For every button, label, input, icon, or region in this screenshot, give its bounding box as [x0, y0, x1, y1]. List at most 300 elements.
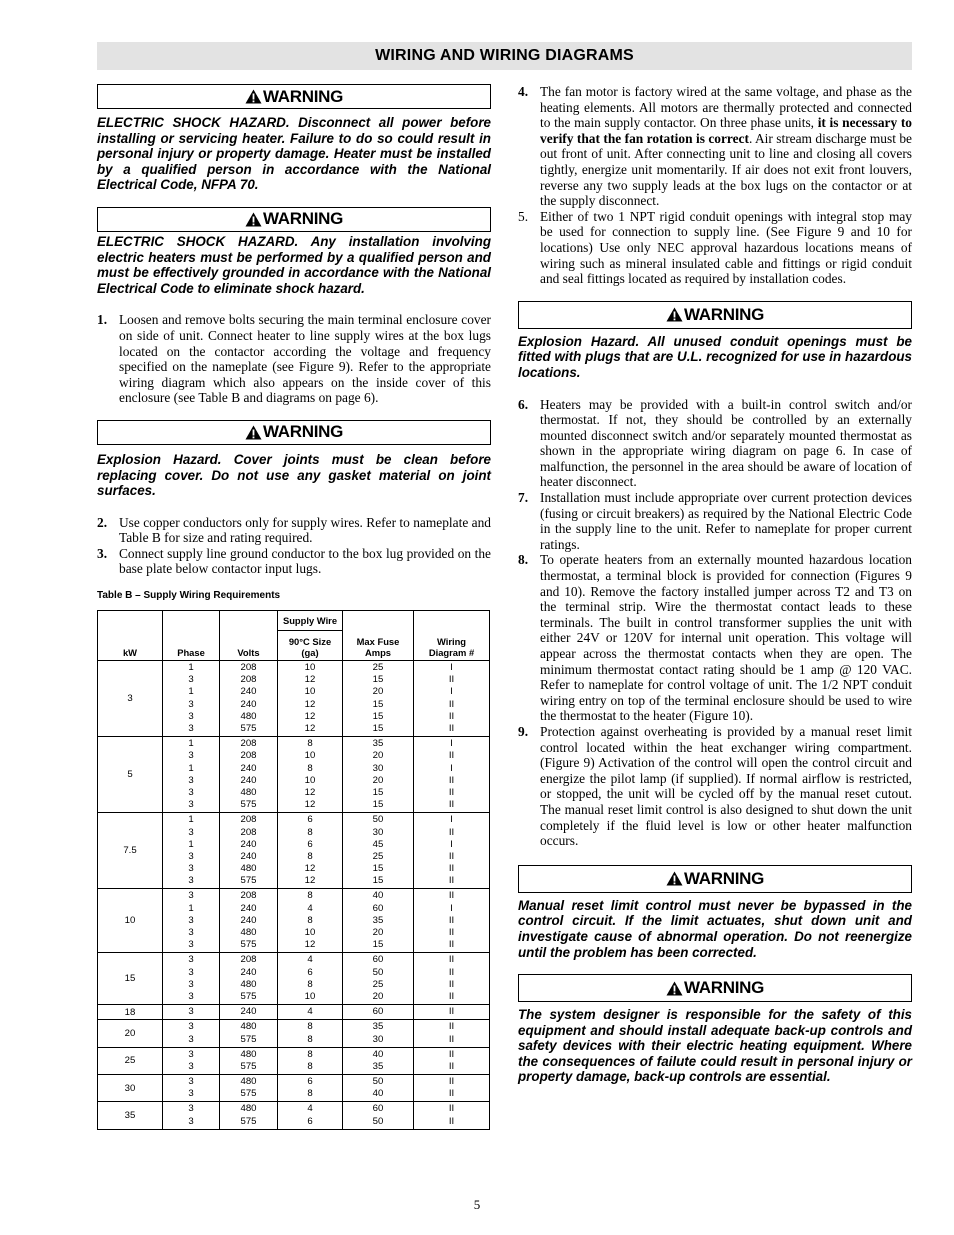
diagram-value: II: [448, 1021, 455, 1033]
warning-box: [97, 207, 491, 232]
list-item-2: [97, 515, 491, 546]
size-value: 10: [304, 662, 316, 674]
size-value: 12: [304, 723, 316, 734]
diagram-cell: [414, 1047, 490, 1074]
table-caption: Table B – Supply Wiring Requirements: [97, 590, 281, 602]
phase-value: 1: [188, 662, 194, 674]
diagram-value: II: [448, 863, 455, 875]
kw-cell: 18: [98, 1005, 163, 1020]
fuse-cell: [343, 889, 414, 953]
item-number: 1.: [97, 312, 108, 328]
warning-box: [518, 974, 912, 1002]
phase-value: 3: [188, 750, 194, 762]
fuse-value: 40: [372, 1088, 384, 1100]
diagram-cell: [414, 889, 490, 953]
kw-cell: 35: [98, 1102, 163, 1129]
size-value: 12: [304, 875, 316, 887]
volts-value: 240: [240, 850, 257, 862]
volts-value: 240: [240, 698, 257, 710]
diagram-value: II: [448, 954, 455, 966]
item-number: 5.: [518, 208, 529, 224]
warning-box: [518, 865, 912, 893]
diagram-cell: [414, 661, 490, 737]
size-value: 6: [307, 966, 313, 978]
diagram-value: II: [448, 786, 455, 798]
warning-label: WARNING: [262, 86, 344, 106]
diagram-value: II: [448, 799, 455, 811]
volts-cell: [220, 737, 278, 813]
diagram-value: II: [448, 750, 455, 762]
volts-value: 480: [240, 1103, 257, 1115]
size-value: 6: [307, 1115, 313, 1127]
fuse-value: 60: [372, 902, 384, 914]
phase-value: 3: [188, 1048, 194, 1060]
phase-cell: [163, 889, 220, 953]
diagram-value: II: [448, 990, 455, 1002]
volts-value: 208: [240, 674, 257, 686]
phase-value: 3: [188, 1021, 194, 1033]
warning-text-system-designer: The system designer is responsible for the safety of this equipment and should install adequate back-up controls and safety devices with their electric heating equipment. Where the consequences of failute could result in personal injury or property damage, back-up controls are essential.: [518, 1007, 912, 1085]
volts-value: 480: [240, 927, 257, 938]
size-cell: [278, 1102, 343, 1129]
section-header-bar: [97, 42, 912, 70]
fuse-value: 35: [372, 738, 384, 750]
header-wire-size: 90°C Size (ga): [278, 631, 343, 661]
fuse-value: 25: [372, 662, 384, 674]
fuse-value: 35: [372, 1021, 384, 1033]
warning-text-shock-disconnect: ELECTRIC SHOCK HAZARD. Disconnect all power before installing or servicing heater. Failure to do so could result in personal injury or property damage. Heater must be installed by a qualified person in accordance with the National Electrical Code, NFPA 70.: [97, 115, 491, 193]
size-value: 12: [304, 786, 316, 798]
kw-cell: 15: [98, 953, 163, 1005]
phase-value: 3: [188, 939, 194, 951]
fuse-cell: [343, 737, 414, 813]
diagram-cell: [414, 1020, 490, 1047]
volts-value: 575: [240, 1088, 257, 1100]
diagram-value: II: [448, 710, 455, 722]
fuse-cell: [343, 1020, 414, 1047]
size-value: 12: [304, 799, 316, 811]
item-text: Either of two 1 NPT rigid conduit openings with integral stop may be used for connection to supply line. (See Figure 9 and 10 for locations) Use only NEC approval hazardous locations means of wiring such as mineral insulated cable and fittings or rigid conduit and seal fittings located as required by installation codes.: [540, 208, 912, 287]
volts-value: 575: [240, 939, 257, 951]
volts-cell: [220, 953, 278, 1005]
phase-value: 1: [188, 814, 194, 826]
item-text: The fan motor is factory wired at the same voltage, and phase as the heating elements. All motors are thermally protected and connected to the main supply contactor. On three phase units,: [540, 84, 912, 131]
item-number: 3.: [97, 545, 108, 561]
item-number: 7.: [518, 490, 529, 506]
diagram-cell: [414, 953, 490, 1005]
size-value: 8: [307, 1021, 313, 1033]
supply-wiring-table: [97, 610, 490, 1130]
phase-value: 3: [188, 1103, 194, 1115]
volts-value: 480: [240, 1048, 257, 1060]
phase-value: 3: [188, 799, 194, 811]
size-value: 10: [304, 686, 316, 698]
volts-cell: [220, 1005, 278, 1020]
diagram-value: I: [450, 838, 453, 850]
phase-value: 3: [188, 674, 194, 686]
fuse-value: 20: [372, 686, 384, 698]
diagram-cell: [414, 737, 490, 813]
warning-text-explosion-conduit: Explosion Hazard. All unused conduit openings must be fitted with plugs that are U.L. recognized for use in hazardous locations.: [518, 333, 912, 380]
size-value: 8: [307, 850, 313, 862]
diagram-value: II: [448, 674, 455, 686]
diagram-value: I: [450, 762, 453, 774]
diagram-value: II: [448, 927, 455, 938]
phase-value: 3: [188, 826, 194, 838]
warning-box: [97, 420, 491, 445]
list-item-7: [518, 490, 912, 552]
size-value: 10: [304, 990, 316, 1002]
table-row: [98, 813, 490, 889]
size-value: 12: [304, 939, 316, 951]
warning-label: WARNING: [683, 978, 765, 998]
diagram-value: II: [448, 1060, 455, 1072]
size-cell: [278, 889, 343, 953]
diagram-value: I: [450, 814, 453, 826]
phase-value: 3: [188, 990, 194, 1002]
fuse-value: 50: [372, 814, 384, 826]
fuse-value: 20: [372, 774, 384, 786]
fuse-cell: [343, 661, 414, 737]
phase-value: 3: [188, 1006, 194, 1018]
size-value: 12: [304, 863, 316, 875]
diagram-value: I: [450, 902, 453, 914]
warning-label: WARNING: [262, 422, 344, 442]
kw-cell: 30: [98, 1075, 163, 1102]
phase-cell: [163, 813, 220, 889]
diagram-value: II: [448, 966, 455, 978]
size-value: 6: [307, 814, 313, 826]
size-value: 8: [307, 1033, 313, 1045]
kw-cell: 20: [98, 1020, 163, 1047]
volts-value: 208: [240, 738, 257, 750]
warning-text-manual-reset: Manual reset limit control must never be bypassed in the control circuit. If the limit actuates, shut down unit and investigate cause of abnormal operation. Do not reenergize until the problem has been corrected.: [518, 897, 912, 960]
fuse-value: 50: [372, 1076, 384, 1088]
warning-triangle-icon: [245, 425, 262, 440]
fuse-value: 20: [372, 750, 384, 762]
phase-value: 1: [188, 686, 194, 698]
size-value: 12: [304, 710, 316, 722]
fuse-value: 25: [372, 978, 384, 990]
phase-value: 1: [188, 902, 194, 914]
volts-value: 480: [240, 863, 257, 875]
volts-cell: [220, 1020, 278, 1047]
left-column: [97, 84, 491, 1130]
volts-value: 575: [240, 1115, 257, 1127]
volts-value: 480: [240, 710, 257, 722]
size-value: 8: [307, 762, 313, 774]
warning-text-shock-grounding: ELECTRIC SHOCK HAZARD. Any installation involving electric heaters must be performed by a qualified person and must be effectively grounded in accordance with the National Electrical Code to eliminate shock hazard.: [97, 233, 491, 296]
phase-cell: [163, 1047, 220, 1074]
fuse-value: 15: [372, 674, 384, 686]
volts-value: 208: [240, 826, 257, 838]
size-value: 4: [307, 902, 313, 914]
item-text: Protection against overheating is provided by a manual reset limit control located within the heat exchanger wiring compartment. (Figure 9) Activation of the control will open the control circuit and energize the pilot lamp (if supplied). If normal airflow is restricted, or stopped, the unit will be cycled off by the manual reset cutout. The manual reset limit control is also designed to shut down the unit completely if the fluid level is low or other heater malfunction occurs.: [540, 723, 912, 849]
volts-value: 240: [240, 686, 257, 698]
item-text: Installation must include appropriate over current protection devices (fusing or circuit breakers) as required by the National Electric Code in the supply line to the unit. Refer to nameplate for proper current ratings.: [540, 490, 912, 552]
kw-cell: 10: [98, 889, 163, 953]
fuse-value: 50: [372, 966, 384, 978]
fuse-value: 15: [372, 698, 384, 710]
item-text: . Air stream discharge must be out front of unit. After connecting unit to line and closing all covers tightly, energize unit momentarily. If air does not exit front louvers, reverse any two supply leads at the box lugs on the contactor or at the supply disconnect.: [540, 130, 912, 209]
volts-value: 240: [240, 914, 257, 926]
phase-value: 3: [188, 914, 194, 926]
table-row: [98, 737, 490, 813]
list-item-6: [518, 397, 912, 491]
phase-value: 3: [188, 875, 194, 887]
phase-cell: [163, 953, 220, 1005]
warning-label: WARNING: [683, 868, 765, 888]
size-cell: [278, 953, 343, 1005]
phase-value: 3: [188, 954, 194, 966]
fuse-cell: [343, 1075, 414, 1102]
header-supply-wire: Supply Wire: [278, 611, 343, 631]
volts-cell: [220, 889, 278, 953]
diagram-value: II: [448, 1076, 455, 1088]
item-text: To operate heaters from an externally mounted hazardous location thermostat, a terminal block is provided for connection (Figures 9 and 10). Remove the factory installed jumper across T2 and T3 on the terminal strip. Wire the thermostat contact leads to these terminals. The built in control transformer supplies the unit with either 24V or 120V for internal unit operation. This voltage will appear across the thermostat contacts when they are open. The minimum thermostat contact rating should be 1 amp @ 120 VAC. Refer to nameplate for control voltage of unit. The 1/2 NPT conduit wiring entry on top of the terminal enclosure should be used to wire the thermostat to the heater (Figure 10).: [540, 552, 912, 724]
fuse-cell: [343, 953, 414, 1005]
item-text: Connect supply line ground conductor to the box lug provided on the base plate below contactor input lugs.: [119, 545, 491, 577]
warning-triangle-icon: [245, 212, 262, 227]
volts-value: 208: [240, 954, 257, 966]
diagram-value: II: [448, 1048, 455, 1060]
diagram-value: I: [450, 738, 453, 750]
fuse-value: 60: [372, 954, 384, 966]
fuse-value: 15: [372, 723, 384, 734]
table-row: [98, 1075, 490, 1102]
volts-cell: [220, 661, 278, 737]
size-value: 8: [307, 1048, 313, 1060]
item-text-bold: it is necessary to verify that the fan rotation is correct: [540, 115, 913, 146]
size-value: 4: [307, 1103, 313, 1115]
fuse-value: 20: [372, 927, 384, 938]
size-cell: [278, 813, 343, 889]
size-value: 12: [304, 698, 316, 710]
phase-cell: [163, 1075, 220, 1102]
phase-cell: [163, 1102, 220, 1129]
fuse-cell: [343, 1005, 414, 1020]
fuse-value: 30: [372, 1033, 384, 1045]
warning-label: WARNING: [683, 304, 765, 324]
fuse-value: 45: [372, 838, 384, 850]
fuse-value: 35: [372, 914, 384, 926]
size-cell: [278, 1020, 343, 1047]
diagram-cell: [414, 813, 490, 889]
volts-value: 240: [240, 1006, 257, 1018]
fuse-value: 20: [372, 990, 384, 1002]
phase-value: 3: [188, 723, 194, 734]
volts-value: 208: [240, 662, 257, 674]
volts-value: 208: [240, 814, 257, 826]
size-value: 10: [304, 750, 316, 762]
fuse-value: 40: [372, 890, 384, 902]
list-item-4: [518, 84, 912, 209]
size-value: 8: [307, 1088, 313, 1100]
kw-cell: 7.5: [98, 813, 163, 889]
volts-value: 240: [240, 902, 257, 914]
size-value: 8: [307, 826, 313, 838]
diagram-value: II: [448, 1115, 455, 1127]
fuse-value: 15: [372, 875, 384, 887]
fuse-value: 60: [372, 1103, 384, 1115]
table-row: [98, 661, 490, 737]
volts-cell: [220, 1102, 278, 1129]
size-value: 6: [307, 1076, 313, 1088]
list-item-3: [97, 546, 491, 577]
volts-value: 575: [240, 1033, 257, 1045]
size-cell: [278, 1047, 343, 1074]
table-row: [98, 889, 490, 953]
fuse-cell: [343, 813, 414, 889]
right-column: [518, 84, 912, 1085]
volts-value: 240: [240, 966, 257, 978]
volts-value: 575: [240, 1060, 257, 1072]
volts-value: 480: [240, 1076, 257, 1088]
diagram-cell: [414, 1102, 490, 1129]
item-text: Loosen and remove bolts securing the main terminal enclosure cover on side of unit. Connect heater to line supply wires at the box lugs located on the contactor according the voltage and frequency specified on the nameplate (see Figure 9). Refer to the appropriate wiring diagram which also appears on the inside cover of this enclosure (see Table B and diagrams on page 6).: [119, 312, 491, 406]
header-volts: Volts: [220, 611, 278, 661]
diagram-value: II: [448, 723, 455, 734]
phase-value: 3: [188, 1088, 194, 1100]
table-body: [98, 661, 490, 1130]
item-number: 6.: [518, 396, 529, 412]
volts-value: 208: [240, 750, 257, 762]
table-row: [98, 1020, 490, 1047]
phase-cell: [163, 1020, 220, 1047]
diagram-value: II: [448, 1033, 455, 1045]
fuse-value: 15: [372, 786, 384, 798]
diagram-value: II: [448, 826, 455, 838]
kw-cell: 25: [98, 1047, 163, 1074]
phase-cell: [163, 1005, 220, 1020]
fuse-value: 25: [372, 850, 384, 862]
header-kw: kW: [98, 611, 163, 661]
phase-cell: [163, 737, 220, 813]
volts-value: 240: [240, 838, 257, 850]
warning-triangle-icon: [245, 89, 262, 104]
diagram-value: II: [448, 774, 455, 786]
phase-value: 3: [188, 927, 194, 938]
list-item-9: [518, 724, 912, 849]
header-max-fuse: Max Fuse Amps: [343, 611, 414, 661]
phase-value: 3: [188, 890, 194, 902]
header-phase: Phase: [163, 611, 220, 661]
item-text: Heaters may be provided with a built-in control switch and/or thermostat. If not, they should be controlled by an externally mounted disconnect switch and/or separately mounted thermostat as shown in the appropriate wiring diagram on page 6. In case of malfunction, the personnel in the area should be aware of location of heater disconnect.: [540, 396, 912, 490]
item-number: 4.: [518, 84, 529, 99]
volts-cell: [220, 1075, 278, 1102]
table-row: [98, 1047, 490, 1074]
fuse-value: 50: [372, 1115, 384, 1127]
phase-value: 3: [188, 698, 194, 710]
fuse-value: 35: [372, 1060, 384, 1072]
volts-value: 575: [240, 799, 257, 811]
size-value: 8: [307, 738, 313, 750]
item-number: 2.: [97, 514, 108, 530]
phase-value: 3: [188, 966, 194, 978]
size-value: 6: [307, 838, 313, 850]
fuse-value: 15: [372, 939, 384, 951]
diagram-value: II: [448, 939, 455, 951]
size-value: 4: [307, 954, 313, 966]
diagram-value: II: [448, 875, 455, 887]
fuse-value: 40: [372, 1048, 384, 1060]
diagram-value: II: [448, 978, 455, 990]
size-cell: [278, 661, 343, 737]
phase-value: 3: [188, 1060, 194, 1072]
diagram-value: II: [448, 1006, 455, 1018]
size-value: 10: [304, 774, 316, 786]
list-item-1: [97, 312, 491, 406]
volts-value: 575: [240, 723, 257, 734]
warning-triangle-icon: [666, 871, 683, 886]
diagram-value: II: [448, 698, 455, 710]
size-value: 10: [304, 927, 316, 938]
fuse-value: 15: [372, 710, 384, 722]
size-value: 12: [304, 674, 316, 686]
diagram-value: II: [448, 1103, 455, 1115]
phase-value: 3: [188, 1033, 194, 1045]
warning-triangle-icon: [666, 981, 683, 996]
phase-value: 1: [188, 838, 194, 850]
kw-cell: 3: [98, 661, 163, 737]
table-row: [98, 1102, 490, 1129]
volts-value: 240: [240, 774, 257, 786]
size-cell: [278, 1005, 343, 1020]
phase-value: 3: [188, 863, 194, 875]
phase-value: 3: [188, 710, 194, 722]
phase-value: 3: [188, 786, 194, 798]
warning-text-explosion-cover: Explosion Hazard. Cover joints must be clean before replacing cover. Do not use any gasket material on joint surfaces.: [97, 451, 491, 499]
diagram-value: II: [448, 890, 455, 902]
kw-cell: 5: [98, 737, 163, 813]
phase-value: 3: [188, 978, 194, 990]
volts-value: 480: [240, 978, 257, 990]
size-value: 8: [307, 1060, 313, 1072]
fuse-cell: [343, 1047, 414, 1074]
volts-value: 575: [240, 875, 257, 887]
volts-value: 240: [240, 762, 257, 774]
size-cell: [278, 737, 343, 813]
page-number: 5: [473, 1197, 481, 1212]
size-value: 8: [307, 914, 313, 926]
diagram-value: II: [448, 914, 455, 926]
phase-value: 1: [188, 738, 194, 750]
list-item-8: [518, 552, 912, 724]
size-value: 4: [307, 1006, 313, 1018]
warning-box: [518, 301, 912, 329]
diagram-value: I: [450, 686, 453, 698]
warning-label: WARNING: [262, 209, 344, 229]
diagram-cell: [414, 1005, 490, 1020]
phase-value: 3: [188, 1076, 194, 1088]
fuse-value: 15: [372, 863, 384, 875]
fuse-value: 30: [372, 762, 384, 774]
diagram-value: I: [450, 662, 453, 674]
list-item-5: [518, 209, 912, 287]
table-row: [98, 953, 490, 1005]
size-value: 8: [307, 978, 313, 990]
fuse-value: 30: [372, 826, 384, 838]
fuse-cell: [343, 1102, 414, 1129]
phase-value: 3: [188, 850, 194, 862]
table-row: [98, 1005, 490, 1020]
section-title: WIRING AND WIRING DIAGRAMS: [375, 47, 634, 64]
item-number: 9.: [518, 723, 529, 739]
volts-cell: [220, 1047, 278, 1074]
diagram-value: II: [448, 1088, 455, 1100]
warning-box: [97, 84, 491, 109]
volts-cell: [220, 813, 278, 889]
